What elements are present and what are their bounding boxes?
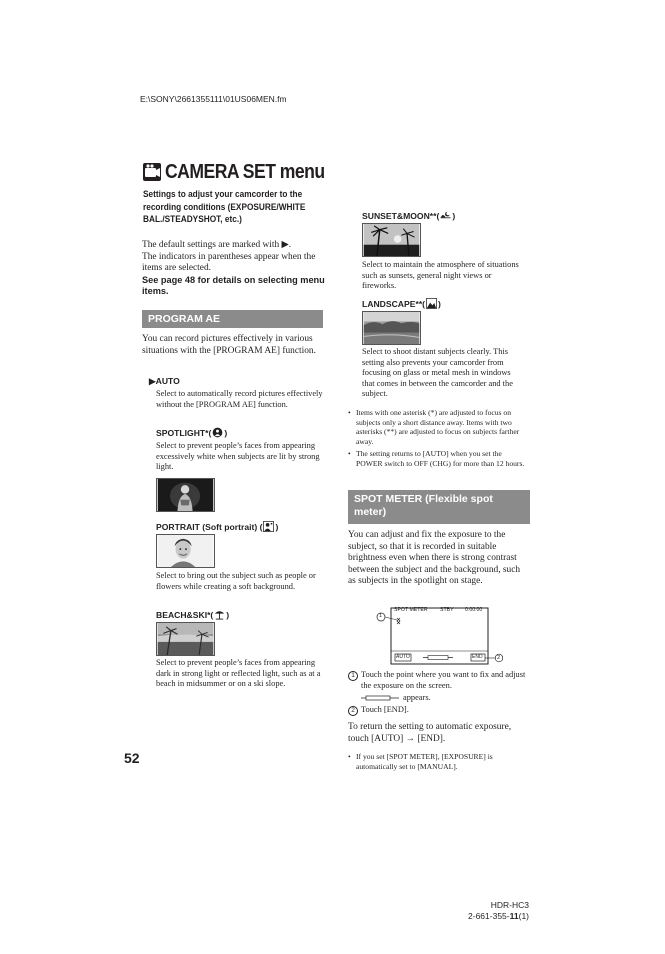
spot-meter-note: • If you set [SPOT METER], [EXPOSURE] is automatically set to [MANUAL]. [348, 752, 528, 771]
item-beach-ski-desc: Select to prevent people’s faces from appearing dark in strong light or reflected light, such as at a beach in midsummer or on a ski slope. [156, 658, 321, 689]
item-spotlight-desc: Select to prevent people’s faces from appearing excessively white when subjects are lit by strong light. [156, 441, 320, 472]
callout-1: 1 [379, 613, 383, 619]
item-spotlight-label: SPOTLIGHT*( [156, 427, 212, 438]
item-auto-desc: Select to automatically record pictures effectively without the [PROGRAM AE] function. [156, 389, 323, 409]
item-landscape-label: LANDSCAPE**( [362, 298, 426, 309]
item-landscape-desc: Select to shoot distant subjects clearly. This setting also prevents your camcorder from focusing on glass or metal mesh in windows that comes in between the camcorder and the subject. [362, 347, 513, 399]
spot-meter-banner: SPOT METER (Flexible spot meter) [348, 490, 530, 524]
page-number: 52 [124, 750, 140, 766]
item-portrait-suffix: ) [275, 521, 279, 532]
page-subtitle: Settings to adjust your camcorder to the recording conditions (EXPOSURE/WHITE BAL./STEADYSHOT, etc.) [143, 189, 306, 224]
note-auto-return: The setting returns to [AUTO] when you set the POWER switch to OFF (CHG) for more than 12 hours. [356, 449, 525, 468]
step-1 [348, 670, 530, 691]
item-spotlight-heading [156, 427, 227, 438]
step-1-text: Touch the point where you want to fix and adjust the exposure on the screen. [361, 670, 526, 690]
camera-menu-icon [142, 162, 162, 182]
item-sunset-moon-desc: Select to maintain the atmosphere of situations such as sunsets, general night views or fireworks. [362, 260, 519, 291]
spot-meter-note-text: If you set [SPOT METER], [EXPOSURE] is automatically set to [MANUAL]. [356, 752, 493, 771]
item-landscape-suffix: ) [438, 298, 441, 309]
screen-label: SPOT METER [394, 607, 428, 613]
auto-button[interactable]: AUTO [396, 654, 410, 660]
lcd-screen-illustration [373, 607, 503, 667]
item-spotlight-suffix: ) [224, 427, 228, 438]
spotlight-icon [212, 427, 223, 438]
step-appears [348, 693, 530, 704]
item-auto-heading [149, 376, 180, 387]
document-code-prefix: 2-661-355- [468, 911, 510, 921]
step-1-number: 1 [348, 671, 358, 681]
item-sunset-moon-heading [362, 210, 455, 221]
item-beach-ski-label: BEACH&SKI*( [156, 609, 214, 620]
screen-timecode: 0:00:00 [465, 607, 483, 613]
document-code-suffix: (1) [518, 911, 529, 921]
end-button[interactable]: END [472, 654, 483, 660]
step-appears-text: appears. [403, 693, 431, 703]
step-2-number: 2 [348, 706, 358, 716]
document-code-edition: 11 [509, 911, 519, 921]
program-ae-banner: PROGRAM AE [142, 310, 323, 328]
landscape-example-photo [362, 311, 421, 345]
portrait-example-photo [156, 534, 215, 568]
item-sunset-moon-suffix: ) [452, 210, 456, 221]
return-to-auto-text: To return the setting to automatic exposure, touch [AUTO] → [END]. [348, 722, 512, 744]
note-item: • Items with one asterisk (*) are adjusted to focus on subjects only a short distance away. Items with two asterisks (**) are adjusted to focus on subjects farther away. [348, 408, 528, 446]
intro-block [142, 240, 327, 298]
screen-status: STBY [440, 607, 454, 613]
item-beach-ski-suffix: ) [226, 609, 230, 620]
spot-meter-steps [348, 670, 530, 716]
beach-ski-icon [214, 609, 225, 620]
model-name: HDR-HC3 [490, 900, 529, 910]
intro-indicators: The indicators in parentheses appear when the items are selected. [142, 251, 316, 274]
program-ae-notes [348, 408, 528, 469]
portrait-icon [263, 521, 274, 532]
spot-meter-screen-diagram [373, 607, 503, 667]
page-title: CAMERA SET menu [165, 160, 325, 183]
item-auto-label: ▶AUTO [149, 376, 180, 386]
spot-marker-icon [360, 694, 400, 702]
step-2 [348, 705, 530, 716]
page-title-row [142, 160, 346, 184]
sunset-moon-icon [440, 210, 451, 221]
beach-ski-example-photo [156, 622, 215, 656]
spotlight-example-photo [156, 478, 215, 512]
item-portrait-heading [156, 521, 278, 532]
item-landscape-heading [362, 298, 441, 309]
note-asterisks: Items with one asterisk (*) are adjusted to focus on subjects only a short distance away. Items with two asterisks (**) are adjusted to focus on subjects farther away. [356, 408, 520, 446]
file-path: E:\SONY\2661355111\01US06MEN.fm [140, 94, 287, 104]
item-beach-ski-heading [156, 609, 229, 620]
program-ae-description: You can record pictures effectively in various situations with the [PROGRAM AE] function. [142, 334, 316, 356]
intro-see-page: See page 48 for details on selecting menu items. [142, 274, 325, 297]
intro-default: The default settings are marked with ▶. [142, 240, 292, 250]
callout-2: 2 [497, 654, 501, 661]
sunset-moon-example-photo [362, 223, 421, 257]
step-2-text: Touch [END]. [361, 704, 409, 714]
item-portrait-label: PORTRAIT (Soft portrait) ( [156, 521, 263, 532]
item-portrait-desc: Select to bring out the subject such as people or flowers while creating a soft background. [156, 571, 316, 591]
note-item: • The setting returns to [AUTO] when you set the POWER switch to OFF (CHG) for more than 12 hours. [348, 449, 528, 468]
item-sunset-moon-label: SUNSET&MOON**( [362, 210, 440, 221]
model-info [468, 900, 529, 922]
landscape-icon [426, 298, 437, 309]
document-code [468, 911, 529, 922]
spot-meter-description: You can adjust and fix the exposure to the subject, so that it is recorded in suitable brightness even when there is strong contrast between the subject and the background, such as subjects in the spotlight on stage. [348, 530, 521, 587]
